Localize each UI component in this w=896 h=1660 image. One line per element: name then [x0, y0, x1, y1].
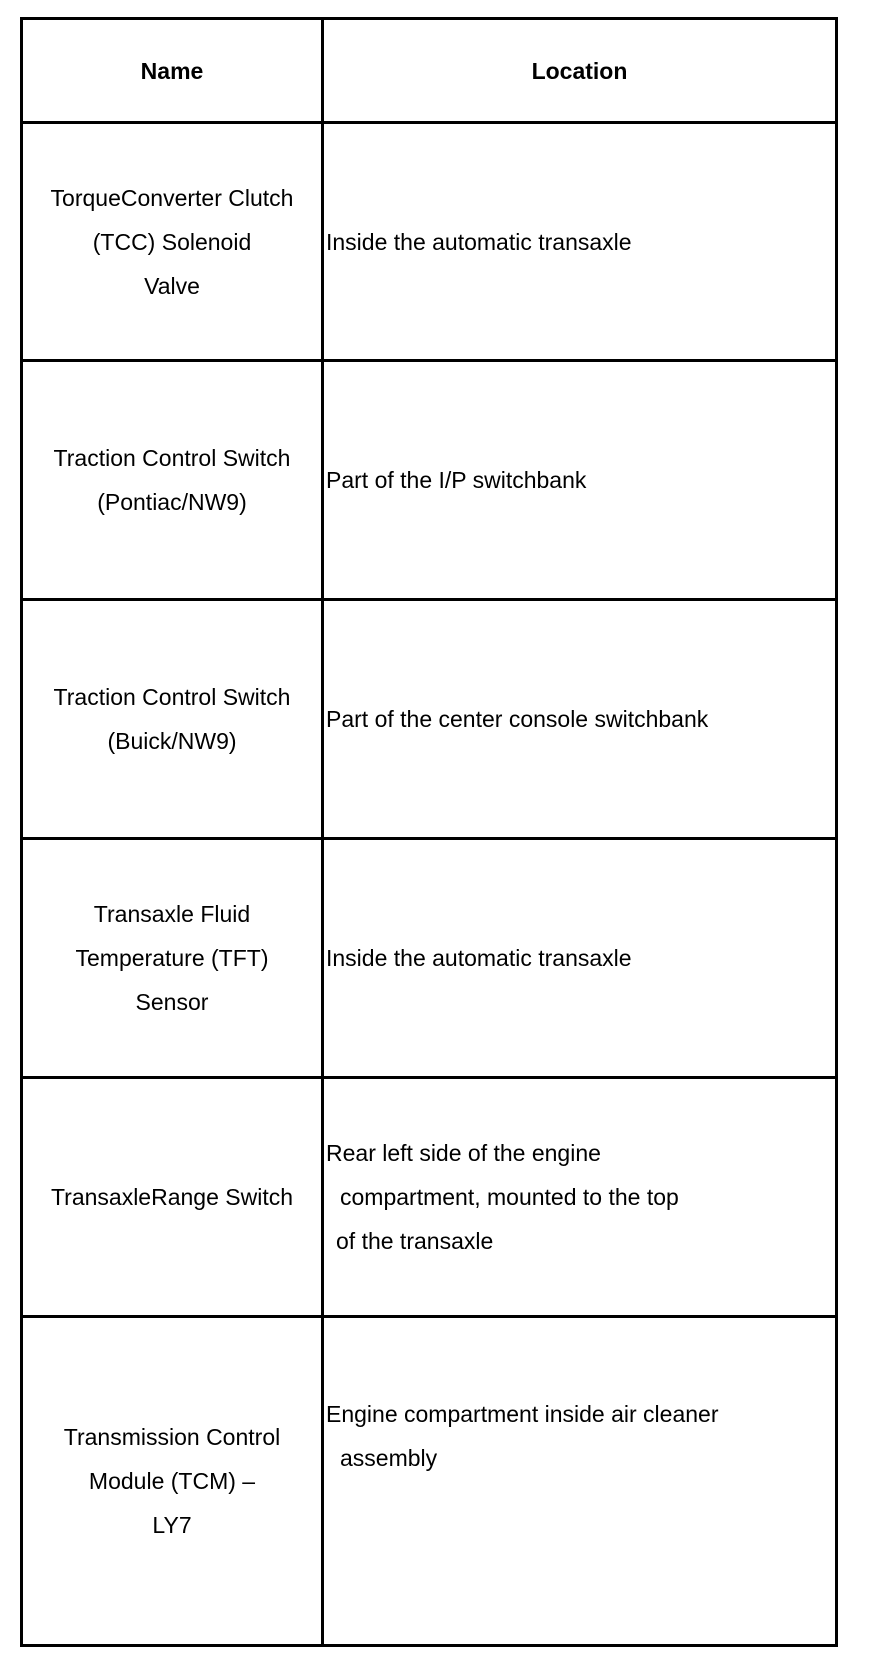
name-line: Module (TCM) – — [88, 1468, 256, 1494]
table-row — [23, 362, 835, 598]
name-cell — [23, 1079, 321, 1315]
location-cell — [324, 362, 835, 598]
location-line: Rear left side of the engine — [326, 1140, 601, 1166]
component-location-table — [20, 17, 838, 1647]
table-row — [23, 840, 835, 1076]
name-line: Temperature (TFT) — [75, 945, 269, 971]
name-line: Sensor — [135, 989, 209, 1015]
name-cell — [23, 124, 321, 359]
location-line: Inside the automatic transaxle — [326, 945, 632, 971]
name-line: LY7 — [152, 1512, 192, 1538]
table-row — [23, 601, 835, 837]
name-cell — [23, 1318, 321, 1644]
table-header-row — [23, 20, 835, 121]
location-line: assembly — [340, 1445, 438, 1471]
location-cell — [324, 124, 835, 359]
location-cell — [324, 601, 835, 837]
name-cell — [23, 840, 321, 1076]
name-line: Transmission Control — [63, 1424, 281, 1450]
location-line: Engine compartment inside air cleaner — [326, 1401, 719, 1427]
location-cell — [324, 1318, 835, 1644]
name-line: (TCC) Solenoid — [92, 228, 252, 255]
name-line: Transaxle Fluid — [93, 901, 251, 927]
name-cell — [23, 362, 321, 598]
name-line: Traction Control Switch — [53, 684, 291, 710]
table-row — [23, 1318, 835, 1644]
name-line: Valve — [144, 272, 200, 299]
location-line: of the transaxle — [336, 1228, 494, 1254]
table-row — [23, 1079, 835, 1315]
name-line: (Pontiac/NW9) — [97, 489, 247, 515]
table-row — [23, 124, 835, 359]
header-location: Location — [531, 57, 628, 84]
location-cell — [324, 840, 835, 1076]
header-name: Name — [140, 57, 204, 84]
name-line: Traction Control Switch — [53, 445, 291, 471]
name-cell — [23, 601, 321, 837]
location-cell — [324, 1079, 835, 1315]
location-line: Part of the I/P switchbank — [326, 467, 587, 493]
location-line: Inside the automatic transaxle — [326, 228, 632, 255]
location-line: compartment, mounted to the top — [340, 1184, 679, 1210]
name-line: TorqueConverter Clutch — [50, 184, 294, 211]
name-line: (Buick/NW9) — [107, 728, 237, 754]
name-line: TransaxleRange Switch — [50, 1184, 294, 1210]
location-line: Part of the center console switchbank — [326, 706, 709, 732]
